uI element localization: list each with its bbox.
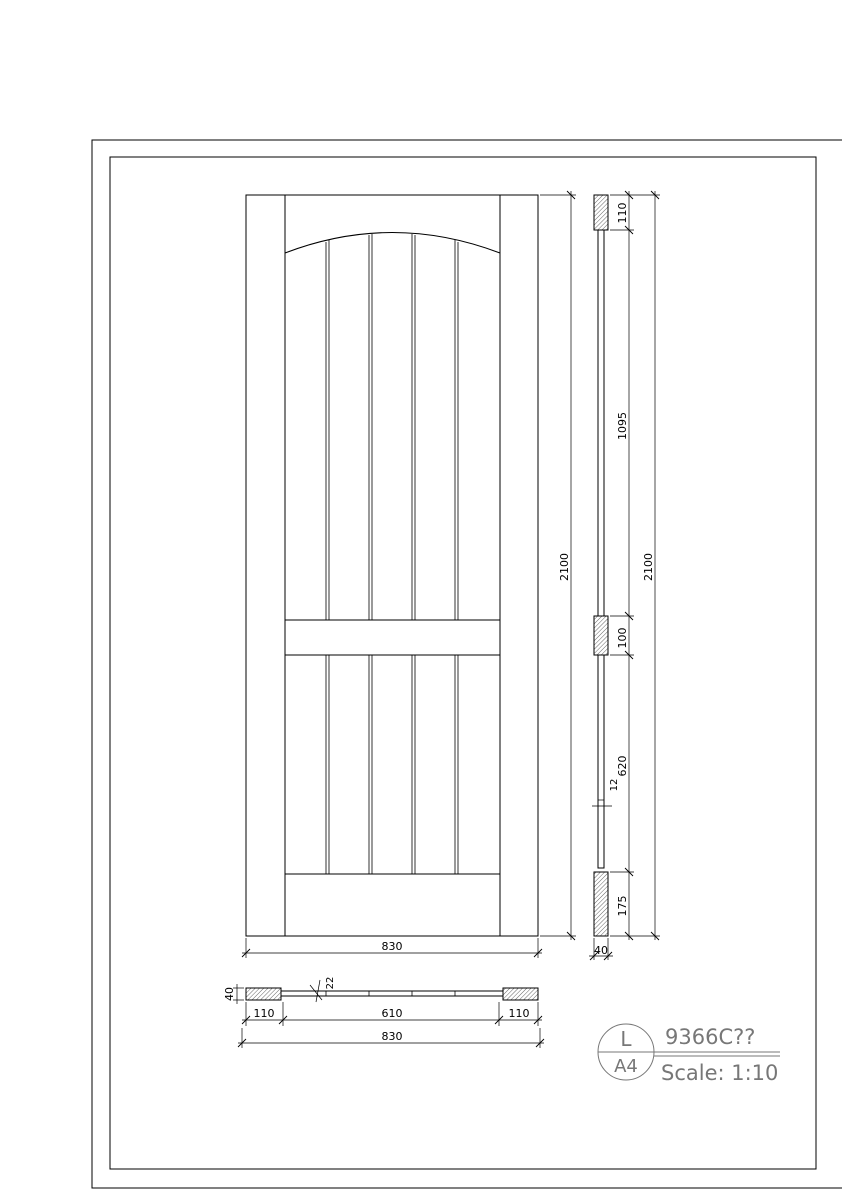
upper-panel-section (598, 230, 604, 616)
bottom-rail-section (594, 872, 608, 936)
arched-top-rail (285, 233, 500, 254)
side-panel-thickness-label: 12 (609, 778, 620, 792)
section-panel-label: 22 (325, 976, 336, 990)
top-rail-section (594, 195, 608, 230)
front-view (242, 191, 576, 958)
title-scale: Scale: 1:10 (661, 1061, 779, 1085)
section-stile-right-label: 110 (508, 1007, 530, 1020)
middle-rail (285, 620, 500, 655)
section-view (223, 977, 544, 1048)
inner-border (110, 157, 816, 1169)
section-stile-left-label: 110 (253, 1007, 275, 1020)
lower-boards (326, 655, 458, 874)
section-panel-width-label: 610 (381, 1007, 403, 1020)
title-paper-size: A4 (614, 1056, 638, 1077)
side-segment-mid-rail: 100 (616, 627, 629, 649)
section-left-stile (246, 988, 281, 1000)
upper-boards (326, 234, 458, 620)
title-orientation: L (620, 1027, 632, 1051)
section-right-stile (503, 988, 538, 1000)
title-block (598, 1024, 780, 1085)
side-overall-height-label: 2100 (642, 553, 655, 581)
middle-rail-section (594, 616, 608, 655)
side-segment-top-rail: 110 (616, 202, 629, 224)
side-segment-upper-panel: 1095 (616, 412, 629, 440)
section-panel (281, 991, 503, 996)
side-view (589, 191, 660, 960)
side-segment-lower-panel: 620 (616, 755, 629, 777)
door-outline (246, 195, 538, 936)
section-thickness-label: 40 (223, 987, 236, 1001)
front-width-dimension (242, 938, 542, 958)
section-overall-label: 830 (381, 1030, 403, 1043)
lower-panel-section (598, 655, 604, 868)
side-thickness-label: 40 (594, 944, 608, 957)
front-height-dimension (540, 191, 576, 940)
side-segment-bottom-rail: 175 (616, 895, 629, 917)
front-width-label: 830 (381, 940, 403, 953)
front-height-label: 2100 (558, 553, 571, 581)
title-drawing-number: 9366C?? (665, 1025, 756, 1049)
